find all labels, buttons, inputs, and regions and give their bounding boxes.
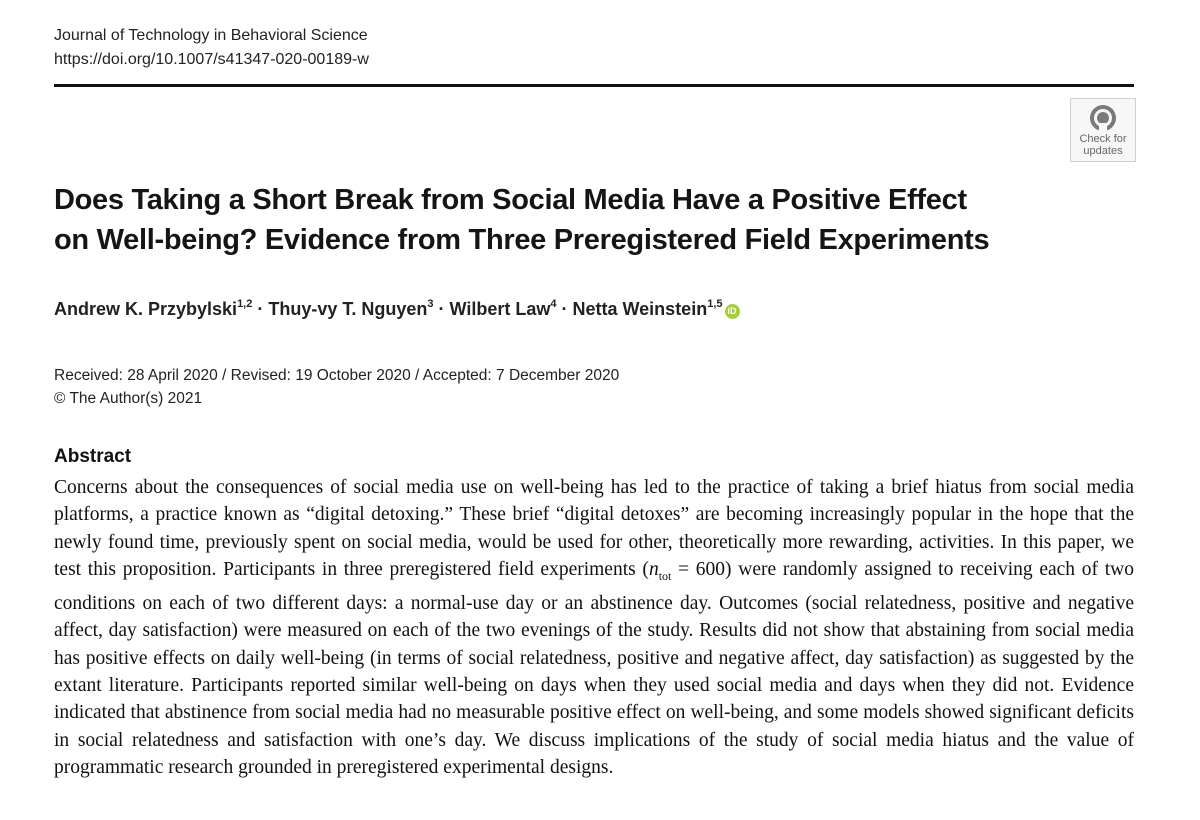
- author-affiliation: 4: [550, 298, 557, 310]
- check-updates-icon: [1088, 103, 1118, 133]
- abstract-body: [54, 474, 1134, 781]
- journal-header: [54, 24, 369, 72]
- author-affiliation: 1,2: [237, 298, 253, 310]
- article-history: Received: 28 April 2020 / Revised: 19 October 2020 / Accepted: 7 December 2020: [54, 367, 620, 384]
- copyright-notice: © The Author(s) 2021: [54, 390, 203, 407]
- journal-name: Journal of Technology in Behavioral Science: [54, 27, 368, 44]
- abstract-text-part-1: Concerns about the consequences of social media use on well-being has led to the practice of taking a brief hiatus from social media platforms, a practice known as “digital detoxing.” These brief “digital detoxes” are becoming increasingly popular in the hope that the newly found time, previously spent on social media, would be used for other, theoretically more rewarding, activities. In this paper, we test this proposition. Participants in three preregistered field experiments (: [54, 477, 1134, 580]
- title-line-2: on Well-being? Evidence from Three Preregistered Field Experiments: [54, 224, 990, 256]
- n-total-symbol: $n_{tot}$: [648, 558, 672, 583]
- article-dates: [54, 364, 619, 410]
- author-list: [54, 296, 740, 322]
- author-name[interactable]: Netta Weinstein: [572, 299, 708, 319]
- doi-link[interactable]: https://doi.org/10.1007/s41347-020-00189-w: [54, 51, 369, 68]
- author-name[interactable]: Wilbert Law: [449, 299, 551, 319]
- orcid-icon[interactable]: iD: [725, 304, 740, 319]
- author-separator: ·: [556, 299, 573, 319]
- author-affiliation: 3: [427, 298, 434, 310]
- author-name[interactable]: Andrew K. Przybylski: [54, 299, 238, 319]
- paper-title: [54, 180, 1054, 260]
- n-total-value: = 600: [671, 558, 726, 580]
- author-affiliation: 1,5: [707, 298, 723, 310]
- check-updates-label-1: Check for: [1079, 133, 1127, 145]
- author-separator: ·: [433, 299, 450, 319]
- author-separator: ·: [252, 299, 269, 319]
- header-rule: [54, 84, 1134, 87]
- title-line-1: Does Taking a Short Break from Social Media Have a Positive Effect: [54, 184, 967, 216]
- abstract-heading: Abstract: [54, 446, 132, 467]
- author-name[interactable]: Thuy-vy T. Nguyen: [268, 299, 428, 319]
- check-for-updates-button[interactable]: [1070, 98, 1136, 162]
- abstract-text-part-2: ) were randomly assigned to receiving each of two conditions on each of two different days: a normal-use day or an abstinence day. Outcomes (social relatedness, positive and negative affect, day satisfaction) were measured on each of the two evenings of the study. Results did not show that abstaining from social media has positive effects on daily well-being (in terms of social relatedness, positive and negative affect, day satisfaction) as suggested by the extant literature. Participants reported similar well-being on days when they used social media and days when they did not. Evidence indicated that abstinence from social media had no measurable positive effect on well-being, and some models showed significant deficits in social relatedness and satisfaction with one’s day. We discuss implications of the study of social media hiatus and the value of programmatic research grounded in preregistered experimental designs.: [54, 558, 1134, 778]
- check-updates-label-2: updates: [1083, 145, 1123, 157]
